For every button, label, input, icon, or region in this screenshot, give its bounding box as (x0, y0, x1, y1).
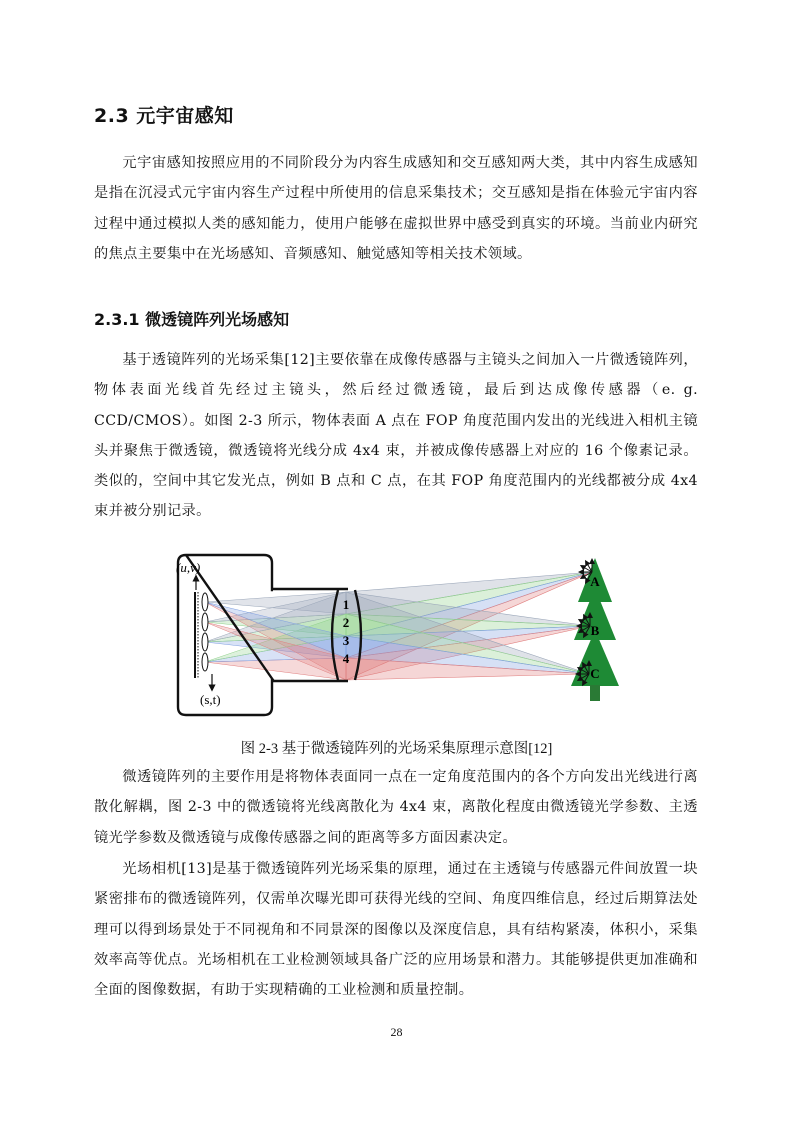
light-field-diagram (168, 552, 630, 724)
lens-number-2: 2 (342, 615, 350, 630)
lens-number-1: 1 (342, 597, 350, 612)
subsection-heading (94, 307, 289, 330)
microlens-1 (202, 593, 208, 611)
figure-caption: 图 2-3 基于微透镜阵列的光场采集原理示意图[12] (240, 741, 553, 757)
uv-label: (u,v) (176, 560, 201, 575)
intro-paragraph: 元宇宙感知按照应用的不同阶段分为内容生成感知和交互感知两大类，其中内容生成感知是指在沉浸式元宇宙内容生产过程中所使用的信息采集技术；交互感知是指在体验元宇宙内容过程中通过模拟人类的感知能力，使用户能够在虚拟世界中感受到真实的环境。当前业内研究的焦点主要集中在光场感知、音频感知、触觉感知等相关技术领域。 (94, 155, 698, 262)
microlens-2 (202, 613, 208, 631)
image-sensor (195, 592, 198, 678)
subsection-number: 2.3.1 (94, 310, 140, 329)
page-number: 28 (390, 1025, 403, 1039)
section-number: 2.3 (94, 105, 130, 127)
body-paragraph-4: 光场相机[13]是基于微透镜阵列光场采集的原理，通过在主透镜与传感器元件间放置一块紧密排布的微透镜阵列，仅需单次曝光即可获得光线的空间、角度四维信息，经过后期算法处理可以得到场景处于不同视角和不同景深的图像以及深度信息，具有结构紧凑，体积小，采集效率高等优点。光场相机在工业检测领域具备广泛的应用场景和潜力。其能够提供更加准确和全面的图像数据，有助于实现精确的工业检测和质量控制。 (94, 861, 698, 999)
body-paragraph-2: 基于透镜阵列的光场采集[12]主要依靠在成像传感器与主镜头之间加入一片微透镜阵列，物体表面光线首先经过主镜头，然后经过微透镜，最后到达成像传感器（e. g. CCD/CMOS）。如图 2-3 所示，物体表面 A 点在 FOP 角度范围内发出的光线进入相机主镜头并聚焦于微透镜，微透镜将光线分成 4x4 束，并被成像传感器上对应的 16 个像素记录。类似的，空间中其它发光点，例如 B 点和 C 点，在其 FOP 角度范围内的光线都被分成 4x4 束并被分别记录。 (94, 352, 698, 520)
lens-number-3: 3 (342, 633, 350, 648)
microlens-array (202, 593, 208, 671)
subsection-title: 微透镜阵列光场感知 (145, 310, 290, 329)
point-b-label: B (590, 623, 600, 638)
lens-number-4: 4 (342, 651, 350, 666)
microlens-3 (202, 633, 208, 651)
body-paragraph-3: 微透镜阵列的主要作用是将物体表面同一点在一定角度范围内的各个方向发出光线进行离散化解耦，图 2-3 中的微透镜将光线离散化为 4x4 束，离散化程度由微透镜光学参数、主透镜光学参数及微透镜与成像传感器之间的距离等多方面因素决定。 (94, 769, 698, 846)
point-c-label: C (590, 666, 600, 681)
tree-trunk (590, 685, 600, 701)
point-a-label: A (590, 574, 600, 589)
microlens-4 (202, 653, 208, 671)
section-heading (94, 101, 234, 128)
st-label: (s,t) (200, 692, 221, 707)
section-title: 元宇宙感知 (136, 105, 234, 127)
